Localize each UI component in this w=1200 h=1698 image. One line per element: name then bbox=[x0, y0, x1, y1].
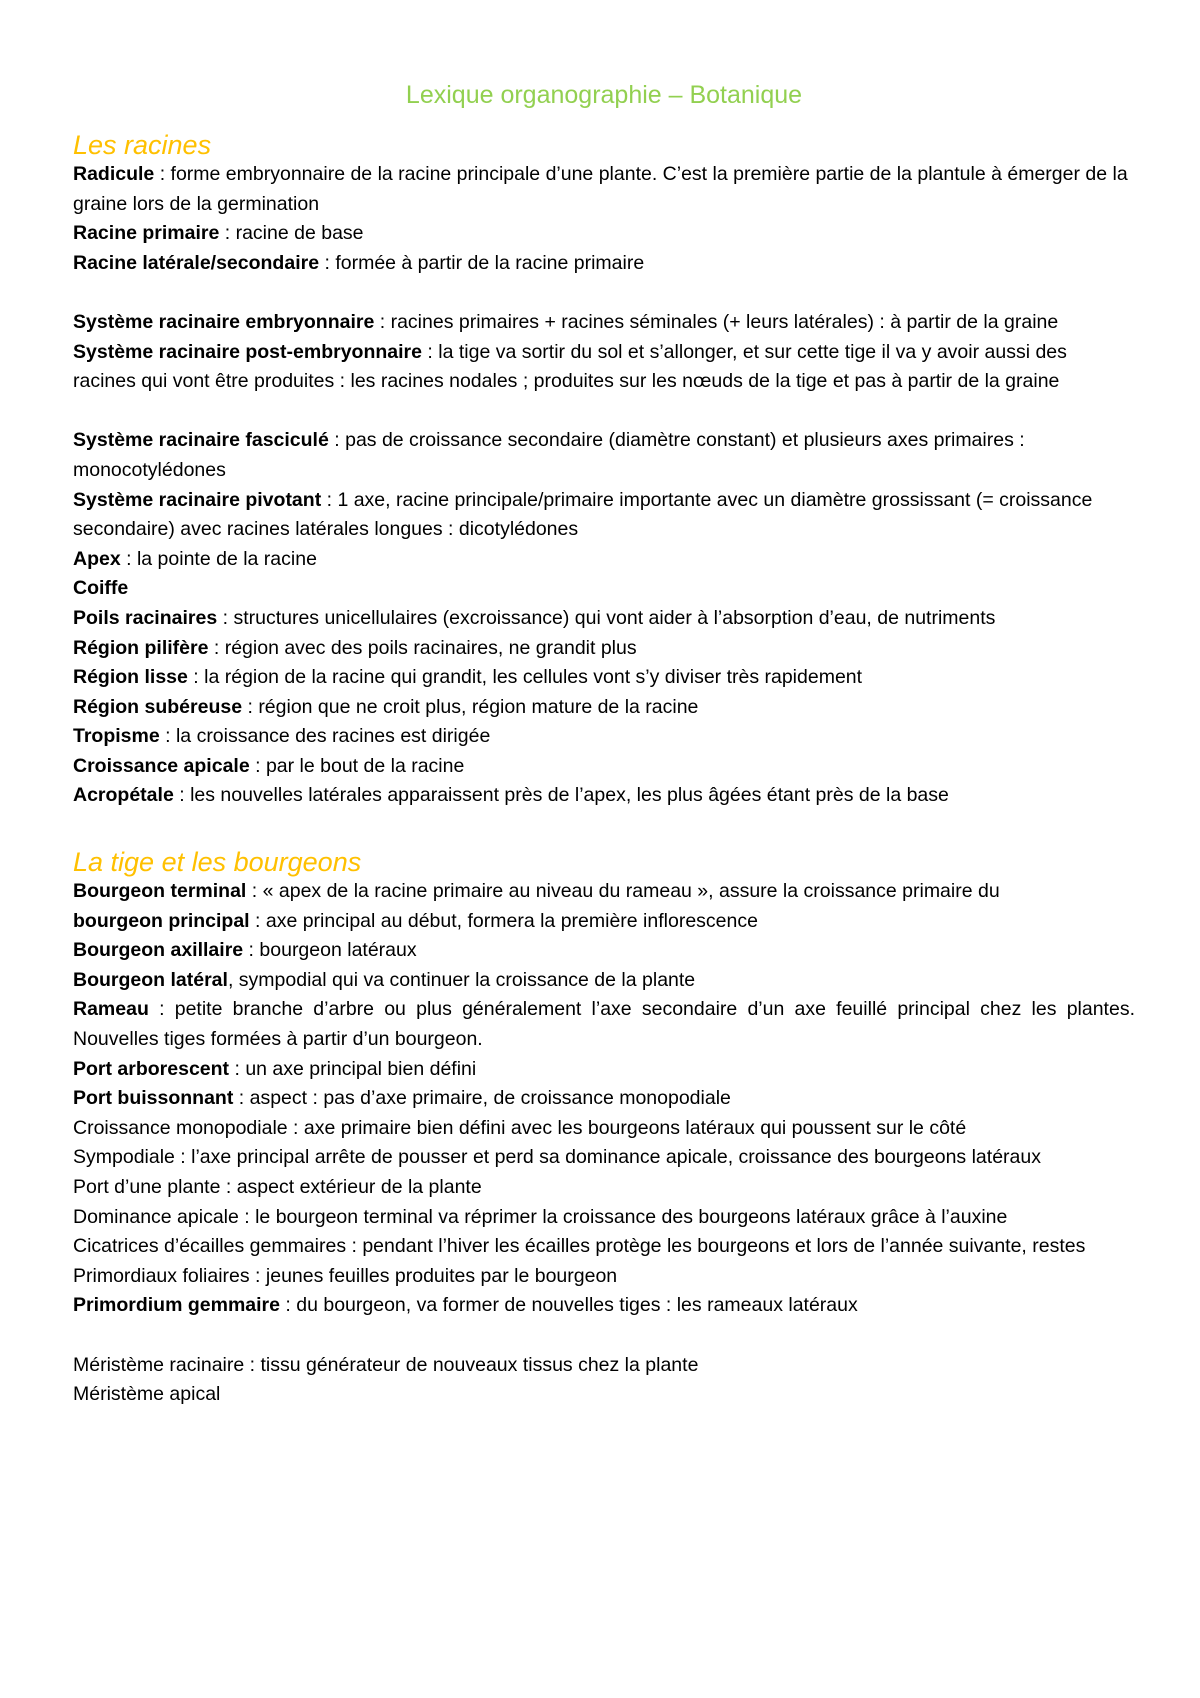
glossary-term: Système racinaire pivotant bbox=[73, 488, 322, 511]
glossary-definition: formée à partir de la racine primaire bbox=[335, 251, 645, 274]
term-separator: : bbox=[421, 340, 439, 363]
glossary-entry-croissance-monopodiale: Croissance monopodiale : axe primaire bien défini avec les bourgeons latéraux qui poussent sur le côté bbox=[73, 1116, 967, 1139]
term-separator: : bbox=[319, 251, 336, 274]
glossary-entry-bourgeon-axillaire bbox=[73, 936, 1135, 966]
term-separator: : bbox=[173, 784, 191, 807]
glossary-definition: « apex de la racine primaire au niveau du rameau », assure la croissance primaire du bbox=[262, 880, 1000, 903]
term-separator: : bbox=[217, 606, 234, 629]
term-separator: : bbox=[249, 754, 266, 777]
glossary-entry-acropetale bbox=[73, 781, 1135, 811]
term-separator: : bbox=[249, 909, 266, 932]
glossary-term: Bourgeon terminal bbox=[73, 880, 247, 903]
glossary-definition: petite branche d’arbre ou plus généralement l’axe secondaire d’un axe feuillé principal chez les plantes. Nouvelles tiges formées à partir d’un bourgeon. bbox=[73, 998, 1135, 1051]
glossary-entry-port-buissonnant bbox=[73, 1084, 1135, 1114]
term-separator: : bbox=[219, 222, 236, 245]
term-separator: : bbox=[159, 725, 176, 748]
glossary-definition: racine de base bbox=[235, 222, 364, 245]
glossary-definition: la croissance des racines est dirigée bbox=[175, 725, 491, 748]
paragraph-spacer bbox=[73, 397, 1135, 427]
glossary-term: Région subéreuse bbox=[73, 695, 243, 718]
glossary-entry-systeme-pivotant bbox=[73, 486, 1135, 545]
glossary-entry-port-arborescent bbox=[73, 1055, 1135, 1085]
glossary-term: Radicule bbox=[73, 163, 155, 185]
glossary-definition: axe principal au début, formera la première inflorescence bbox=[265, 909, 758, 932]
glossary-entry-primordiaux-foliaires: Primordiaux foliaires : jeunes feuilles produites par le bourgeon bbox=[73, 1264, 618, 1287]
glossary-term: Système racinaire fasciculé bbox=[73, 429, 329, 452]
glossary-term: Croissance apicale bbox=[73, 754, 250, 777]
glossary-definition: région avec des poils racinaires, ne grandit plus bbox=[224, 636, 637, 659]
glossary-entry-bourgeon-principal bbox=[73, 907, 1135, 937]
glossary-entry-coiffe bbox=[73, 574, 1135, 604]
glossary-entry-meristeme-racinaire: Méristème racinaire : tissu générateur de nouveaux tissus chez la plante bbox=[73, 1353, 699, 1376]
glossary-term: Apex bbox=[73, 547, 121, 570]
glossary-definition: par le bout de la racine bbox=[265, 754, 465, 777]
glossary-entry-cicatrices: Cicatrices d’écailles gemmaires : pendant l’hiver les écailles protège les bourgeons et lors de l’année suivante, restes bbox=[73, 1235, 1086, 1258]
glossary-term: Région pilifère bbox=[73, 636, 209, 659]
glossary-entry-racine-laterale bbox=[73, 249, 1135, 279]
section-heading-tige-bourgeons: La tige et les bourgeons bbox=[73, 847, 362, 878]
term-separator: : bbox=[208, 636, 225, 659]
term-separator: : bbox=[328, 429, 346, 452]
glossary-definition: racines primaires + racines séminales (+ leurs latérales) : à partir de la graine bbox=[390, 310, 1059, 333]
glossary-term: Bourgeon axillaire bbox=[73, 939, 244, 962]
term-separator: : bbox=[229, 1057, 246, 1080]
glossary-entry-systeme-fascicule bbox=[73, 426, 1135, 485]
glossary-term: bourgeon principal bbox=[73, 909, 250, 932]
term-separator: : bbox=[374, 310, 391, 333]
glossary-entry-sympodiale: Sympodiale : l’axe principal arrête de pousser et perd sa dominance apicale, croissance des bourgeons latéraux bbox=[73, 1146, 1041, 1169]
term-separator: : bbox=[242, 695, 259, 718]
glossary-entry-dominance-apicale: Dominance apicale : le bourgeon terminal va réprimer la croissance des bourgeons latéraux grâce à l’auxine bbox=[73, 1205, 1008, 1228]
glossary-term: Tropisme bbox=[73, 725, 160, 748]
glossary-entry-region-subereuse bbox=[73, 693, 1135, 723]
glossary-definition: sympodial qui va continuer la croissance de la plante bbox=[238, 968, 696, 991]
glossary-term: Coiffe bbox=[73, 577, 129, 600]
glossary-entry-racine-primaire bbox=[73, 219, 1135, 249]
glossary-entry-meristeme-apical: Méristème apical bbox=[73, 1383, 221, 1406]
glossary-definition: pas de croissance secondaire (diamètre constant) et plusieurs axes primaires : monocotylédones bbox=[73, 429, 1025, 481]
glossary-entry-poils-racinaires bbox=[73, 604, 1135, 634]
glossary-term: Bourgeon latéral bbox=[73, 968, 228, 991]
glossary-entry-rameau bbox=[73, 995, 1135, 1054]
section-heading-racines: Les racines bbox=[73, 130, 212, 160]
glossary-entry-primordium-gemmaire bbox=[73, 1291, 1135, 1321]
glossary-term: Poils racinaires bbox=[73, 606, 218, 629]
glossary-entry-port-plante: Port d’une plante : aspect extérieur de la plante bbox=[73, 1176, 482, 1198]
glossary-definition: aspect : pas d’axe primaire, de croissance monopodiale bbox=[249, 1087, 731, 1110]
glossary-entry-bourgeon-lateral bbox=[73, 966, 1135, 996]
term-separator: , bbox=[227, 968, 239, 991]
term-separator: : bbox=[279, 1294, 297, 1317]
glossary-definition: bourgeon latéraux bbox=[259, 939, 417, 962]
glossary-entry-region-lisse bbox=[73, 663, 1135, 693]
glossary-term: Système racinaire embryonnaire bbox=[73, 310, 375, 333]
document-title: Lexique organographie – Botanique bbox=[405, 81, 803, 109]
glossary-definition: région que ne croit plus, région mature de la racine bbox=[258, 695, 699, 718]
glossary-term: Rameau bbox=[73, 998, 149, 1021]
glossary-definition: 1 axe, racine principale/primaire importante avec un diamètre grossissant (= croissance secondaire) avec racines latérales longues : dicotylédones bbox=[73, 488, 1093, 541]
glossary-entry-apex bbox=[73, 545, 1135, 575]
term-separator: : bbox=[120, 547, 137, 570]
glossary-entry-systeme-post-embryonnaire bbox=[73, 338, 1135, 397]
document-page bbox=[73, 60, 1135, 1410]
paragraph-spacer bbox=[73, 278, 1135, 308]
term-separator: : bbox=[187, 666, 205, 689]
term-separator: : bbox=[321, 488, 338, 511]
glossary-term: Primordium gemmaire bbox=[73, 1294, 280, 1317]
term-separator: : bbox=[154, 163, 171, 185]
glossary-term: Acropétale bbox=[73, 784, 174, 807]
paragraph-spacer bbox=[73, 1321, 1135, 1351]
glossary-definition: la région de la racine qui grandit, les cellules vont s’y diviser très rapidement bbox=[204, 666, 863, 689]
glossary-definition: structures unicellulaires (excroissance) qui vont aider à l’absorption d’eau, de nutriments bbox=[233, 606, 996, 629]
glossary-definition: du bourgeon, va former de nouvelles tiges : les rameaux latéraux bbox=[296, 1294, 858, 1317]
glossary-entry-radicule bbox=[73, 160, 1135, 219]
section-spacer bbox=[73, 811, 1135, 845]
glossary-entry-region-pilifere bbox=[73, 634, 1135, 664]
glossary-term: Port arborescent bbox=[73, 1057, 230, 1080]
glossary-definition: forme embryonnaire de la racine principale d’une plante. C’est la première partie de la plantule à émerger de la graine lors de la germination bbox=[73, 163, 1128, 215]
glossary-definition: les nouvelles latérales apparaissent près de l’apex, les plus âgées étant près de la base bbox=[190, 784, 949, 807]
glossary-entry-tropisme bbox=[73, 722, 1135, 752]
glossary-definition: la tige va sortir du sol et s’allonger, et sur cette tige il va y avoir aussi des racines qui vont être produites : les racines nodales ; produites sur les nœuds de la tige et pas à partir de la graine bbox=[73, 340, 1067, 393]
glossary-term: Système racinaire post-embryonnaire bbox=[73, 340, 422, 363]
glossary-term: Racine latérale/secondaire bbox=[73, 251, 320, 274]
glossary-entry-systeme-embryonnaire bbox=[73, 308, 1135, 338]
term-separator: : bbox=[233, 1087, 250, 1110]
term-separator: : bbox=[246, 880, 263, 903]
term-separator: : bbox=[148, 998, 175, 1021]
glossary-term: Racine primaire bbox=[73, 222, 220, 245]
glossary-entry-croissance-apicale bbox=[73, 752, 1135, 782]
term-separator: : bbox=[243, 939, 260, 962]
glossary-term: Port buissonnant bbox=[73, 1087, 234, 1110]
glossary-definition: la pointe de la racine bbox=[136, 547, 317, 570]
glossary-entry-bourgeon-terminal bbox=[73, 877, 1135, 907]
glossary-definition: un axe principal bien défini bbox=[245, 1057, 477, 1080]
glossary-term: Région lisse bbox=[73, 666, 188, 689]
